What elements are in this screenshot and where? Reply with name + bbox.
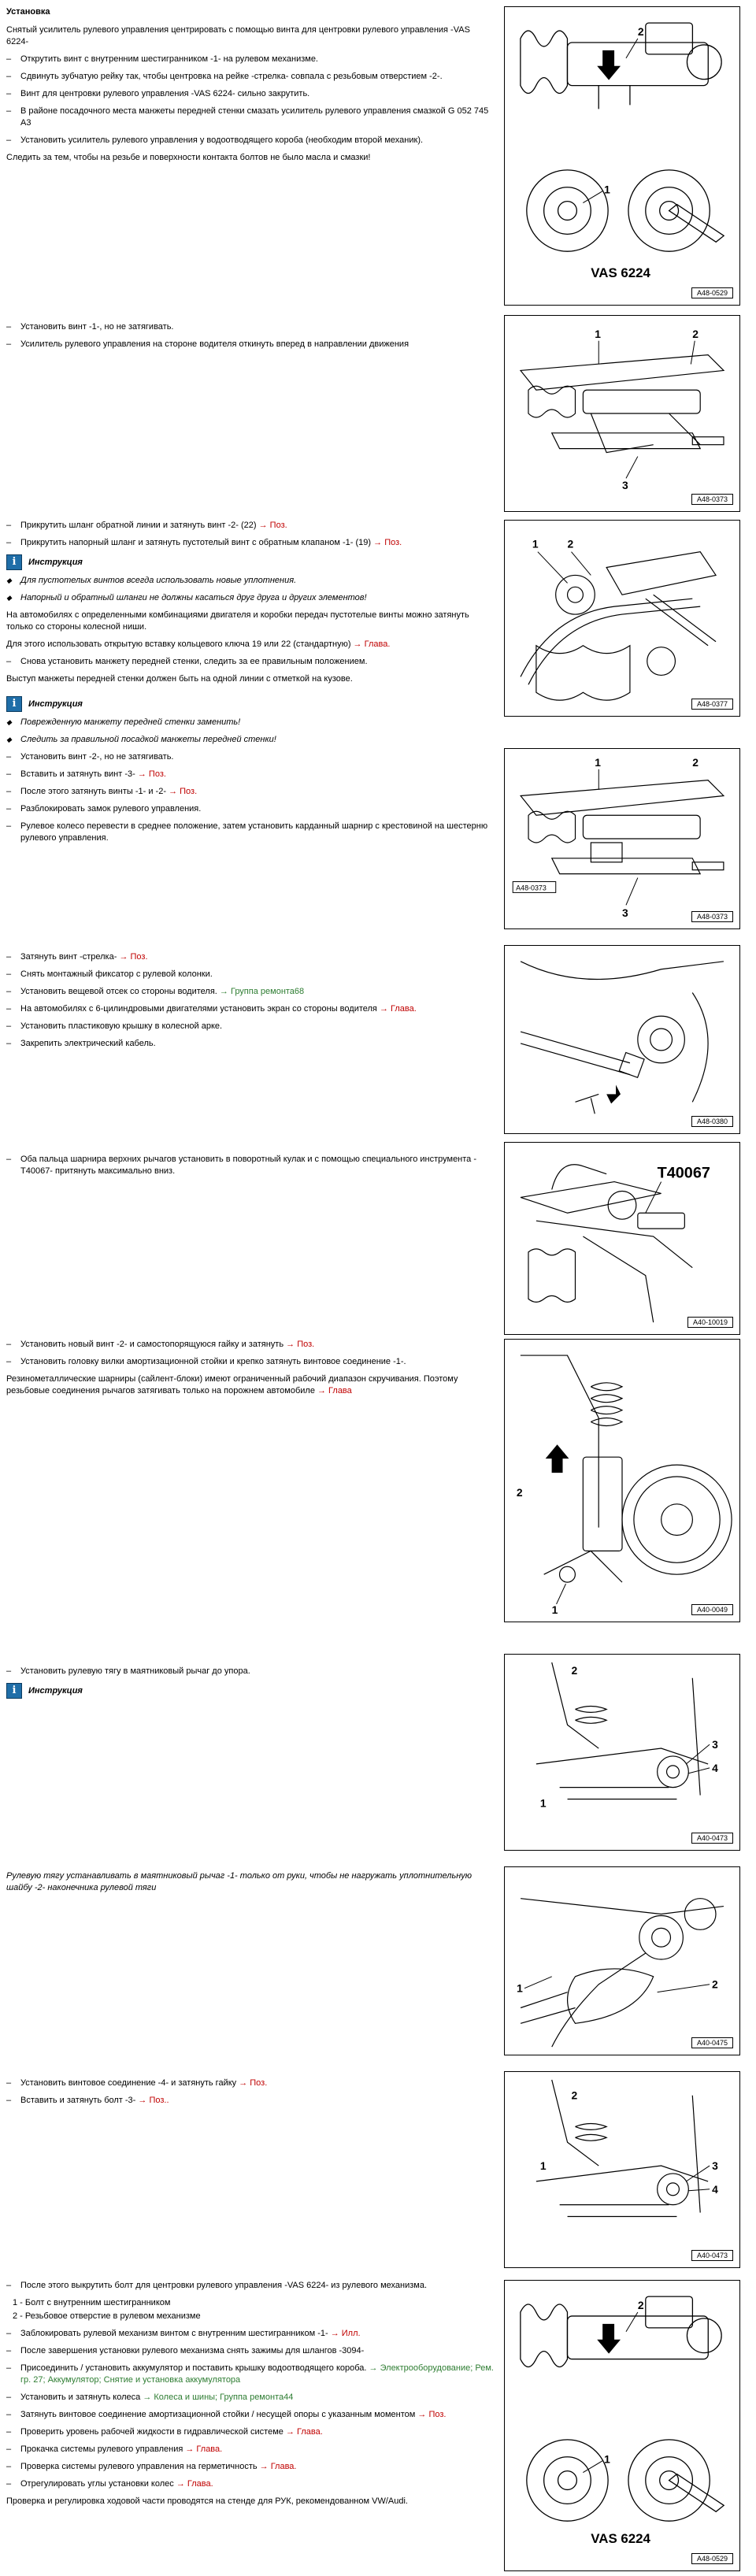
wheels-link[interactable]: → Колеса и шины; Группа ремонта44 (143, 2393, 294, 2402)
list-item: – Установить и затянуть колеса → Колеса и шины; Группа ремонта44 (6, 2393, 294, 2402)
svg-text:1: 1 (517, 1981, 523, 1995)
list-item: – Вставить и затянуть болт -3- → Поз.. (6, 2096, 169, 2105)
paragraph: Для этого использовать открытую вставку кольцевого ключа 19 или 22 (стандартную) → Глава. (6, 639, 391, 649)
bullet-item: ◆ Следить за правильной посадкой манжеты передней стенки! (6, 735, 276, 744)
chapter-link[interactable]: → Глава. (259, 2462, 297, 2471)
svg-text:2: 2 (692, 327, 699, 340)
list-item: – Проверка системы рулевого управления на герметичность → Глава. (6, 2462, 297, 2471)
steering-gear-mount-illustration (505, 749, 739, 928)
svg-text:1: 1 (539, 2159, 547, 2172)
figure-tag: A40-10019 (687, 1317, 733, 1328)
figure-a48-0377 (504, 520, 740, 717)
list-item: – После завершения установки рулевого механизма снять зажимы для шлангов -3094- (6, 2346, 365, 2355)
illustration-link[interactable]: → Илл. (330, 2329, 361, 2338)
list-item: – Установить винтовое соединение -4- и затянуть гайку → Поз. (6, 2078, 268, 2088)
list-item: – Винт для центровки рулевого управления -VAS 6224- сильно закрутить. (6, 89, 310, 98)
svg-text:3: 3 (622, 479, 628, 492)
section-7-text (6, 1339, 495, 1403)
list-item: – После этого затянуть винты -1- и -2- → Поз. (6, 787, 198, 796)
list-item: – Открутить винт с внутренним шестигранником -1- на рулевом механизме. (6, 54, 318, 64)
svg-text:4: 4 (712, 1761, 718, 1774)
svg-text:2: 2 (571, 2089, 578, 2102)
pos-link[interactable]: → Поз. (258, 521, 287, 530)
list-item: – Закрепить электрический кабель. (6, 1039, 156, 1048)
section-4-text (6, 693, 495, 850)
svg-text:1: 1 (595, 327, 601, 340)
pos-link[interactable]: → Поз. (119, 952, 148, 962)
list-item: – В районе посадочного места манжеты передней стенки смазать усилитель рулевого управления смазкой G 052 745 A3 (6, 106, 489, 128)
legend-item: 1 - Болт с внутренним шестигранником (13, 2298, 171, 2307)
list-item: – Оба пальца шарнира верхних рычагов установить в поворотный кулак и с помощью специального инструмента -T40067- притянуть максимально вниз. (6, 1155, 477, 1176)
figure-a48-0529-b (504, 2280, 740, 2571)
list-item: – Затянуть винт -стрелка- → Поз. (6, 952, 148, 962)
steering-centering-illustration (505, 7, 739, 305)
figure-tag: A40-0475 (691, 2037, 733, 2048)
paragraph: Рулевую тягу устанавливать в маятниковый рычаг -1- только от руки, чтобы не нагружать уплотнительную шайбу -2- наконечника рулевой тяги (6, 1871, 472, 1892)
list-item: – Прикрутить напорный шланг и затянуть пустотелый винт с обратным клапаном -1- (19) → Поз. (6, 538, 402, 547)
svg-text:2: 2 (712, 1977, 718, 1991)
control-arm-tool-illustration (505, 1143, 739, 1334)
page-heading: Установка (6, 7, 50, 17)
figure-tag: A48-0377 (691, 699, 733, 710)
pos-link[interactable]: → Поз. (417, 2410, 447, 2419)
pos-link[interactable]: → Поз. (169, 787, 198, 796)
list-item: – Установить усилитель рулевого управления у водоотводящего короба (необходим второй механик). (6, 135, 424, 145)
svg-text:2: 2 (571, 1663, 578, 1677)
section-3-text (6, 520, 495, 691)
chapter-link[interactable]: → Глава (317, 1386, 352, 1395)
list-item: – Прокачка системы рулевого управления → Глава. (6, 2444, 223, 2454)
section-10-text (6, 2077, 495, 2112)
svg-text:2: 2 (637, 25, 644, 39)
info-icon: i (6, 696, 22, 712)
strut-fork-illustration (505, 1340, 739, 1622)
pos-link[interactable]: → Поз. (286, 1340, 315, 1349)
figure-tag: A48-0529 (691, 287, 733, 298)
figure-a40-0473 (504, 1654, 740, 1851)
svg-text:1: 1 (604, 2452, 610, 2466)
paragraph: Проверка и регулировка ходовой части проводятся на стенде для РУК, рекомендованном VW/Audi. (6, 2496, 408, 2506)
instruction-note: i Инструкция (6, 1683, 495, 1699)
tie-rod-nut-illustration (505, 2072, 739, 2267)
figure-tag: A48-0373 (691, 494, 733, 505)
figure-a40-0473-b (504, 2071, 740, 2268)
figure-tag: A48-0529 (691, 2553, 733, 2564)
repair-group-link[interactable]: → Группа ремонта68 (219, 987, 305, 996)
svg-text:2: 2 (516, 1485, 523, 1499)
steering-centering-removal-illustration (505, 2281, 739, 2570)
list-item: – Присоединить / установить аккумулятор и поставить крышку водоотводящего короба. → Электрооборудование; Рем. гр. 27; Аккумулятор; Снятие и установка аккумулятора (6, 2363, 494, 2385)
section-2-text (6, 321, 495, 356)
figure-a40-10019 (504, 1142, 740, 1335)
svg-text:2: 2 (637, 2298, 644, 2311)
svg-text:T40067: T40067 (657, 1164, 710, 1182)
list-item: – Установить вещевой отсек со стороны водителя. → Группа ремонта68 (6, 987, 305, 996)
section-9-text (6, 1870, 495, 1900)
svg-text:VAS 6224: VAS 6224 (591, 265, 650, 280)
intro-paragraph: Снятый усилитель рулевого управления центрировать с помощью винта для центровки рулевого управления -VAS 6224- (6, 25, 470, 46)
figure-tag: A40-0049 (691, 1604, 733, 1615)
figure-a48-0373 (504, 315, 740, 512)
list-item: – Затянуть винтовое соединение амортизационной стойки / несущей опоры с указанным моментом → Поз. (6, 2410, 447, 2419)
chapter-link[interactable]: → Глава. (176, 2479, 213, 2489)
svg-text:1: 1 (532, 537, 539, 550)
svg-text:VAS 6224: VAS 6224 (591, 2531, 650, 2546)
outro-paragraph: Следить за тем, чтобы на резьбе и поверхности контакта болтов не было масла и смазки! (6, 153, 371, 162)
electrical-link[interactable]: → Электрооборудование; Рем. гр. 27; Аккумулятор; Снятие и установка аккумулятора (20, 2363, 494, 2385)
steering-gear-bolts-illustration (505, 316, 739, 511)
pos-link[interactable]: → Поз. (373, 538, 402, 547)
section-1-text (6, 6, 495, 169)
list-item: – После этого выкрутить болт для центровки рулевого управления -VAS 6224- из рулевого механизма. (6, 2281, 428, 2290)
list-item: – Отрегулировать углы установки колес → Глава. (6, 2479, 213, 2489)
list-item: – Установить новый винт -2- и самостопорящуюся гайку и затянуть → Поз. (6, 1340, 315, 1349)
figure-tag: A40-0473 (691, 2250, 733, 2261)
list-item: – Установить винт -2-, но не затягивать. (6, 752, 174, 762)
instruction-note: i Инструкция (6, 554, 495, 570)
list-item: – Усилитель рулевого управления на стороне водителя откинуть вперед в направлении движения (6, 339, 410, 349)
steering-column-joint-illustration (505, 946, 739, 1133)
figure-a40-0475 (504, 1866, 740, 2055)
list-item: – Вставить и затянуть винт -3- → Поз. (6, 769, 166, 779)
svg-text:A48-0373: A48-0373 (516, 884, 547, 892)
pos-link[interactable]: → Поз.. (138, 2096, 169, 2105)
svg-text:1: 1 (551, 1603, 558, 1616)
figure-a40-0049 (504, 1339, 740, 1622)
list-item: – Установить пластиковую крышку в колесной арке. (6, 1021, 223, 1031)
pos-link[interactable]: → Поз. (137, 769, 166, 779)
section-6-text (6, 1154, 495, 1183)
figure-a48-0529 (504, 6, 740, 306)
section-5-text (6, 951, 495, 1055)
tie-rod-illustration (505, 1655, 739, 1850)
figure-tag: A48-0380 (691, 1116, 733, 1127)
info-icon: i (6, 554, 22, 570)
info-icon: i (6, 1683, 22, 1699)
instruction-note: i Инструкция (6, 696, 495, 712)
list-item: – Рулевое колесо перевести в среднее положение, затем установить карданный шарнир с крестовиной на шестерню рулевого управления. (6, 821, 488, 843)
svg-text:4: 4 (712, 2182, 718, 2196)
chapter-link[interactable]: → Глава. (185, 2444, 223, 2454)
list-item: – Установить винт -1-, но не затягивать. (6, 322, 174, 332)
chapter-link[interactable]: → Глава. (353, 639, 391, 649)
paragraph: На автомобилях с определенными комбинациями двигателя и коробки передач пустотелые винты можно затянуть только со стороны колесной ниши. (6, 610, 469, 632)
svg-text:3: 3 (622, 906, 628, 920)
pos-link[interactable]: → Поз. (239, 2078, 268, 2088)
paragraph: Выступ манжеты передней стенки должен быть на одной линии с отметкой на кузове. (6, 674, 353, 684)
bullet-item: ◆ Для пустотелых винтов всегда использовать новые уплотнения. (6, 576, 297, 585)
chapter-link[interactable]: → Глава. (285, 2427, 323, 2437)
svg-text:1: 1 (539, 1796, 547, 1810)
svg-text:2: 2 (692, 755, 699, 769)
list-item: – Проверить уровень рабочей жидкости в гидравлической системе → Глава. (6, 2427, 323, 2437)
bullet-item: ◆ Напорный и обратный шланги не должны касаться друг друга и других элементов! (6, 593, 367, 602)
svg-text:1: 1 (595, 755, 602, 769)
list-item: – Разблокировать замок рулевого управления. (6, 804, 202, 814)
section-8-text (6, 1666, 495, 1703)
list-item: – Прикрутить шланг обратной линии и затянуть винт -2- (22) → Поз. (6, 521, 287, 530)
chapter-link[interactable]: → Глава. (379, 1004, 417, 1014)
legend-item: 2 - Резьбовое отверстие в рулевом механизме (13, 2311, 201, 2321)
figure-tag: A40-0473 (691, 1833, 733, 1844)
list-item: – Заблокировать рулевой механизм винтом с внутренним шестигранником -1- → Илл. (6, 2329, 361, 2338)
list-item: – На автомобилях с 6-цилиндровыми двигателями установить экран со стороны водителя → Глава. (6, 1004, 417, 1014)
hose-connection-illustration (505, 521, 739, 716)
svg-text:2: 2 (567, 537, 574, 550)
list-item: – Сдвинуть зубчатую рейку так, чтобы центровка на рейке -стрелка- совпала с резьбовым отверстием -2-. (6, 72, 443, 81)
list-item: – Установить рулевую тягу в маятниковый рычаг до упора. (6, 1666, 250, 1676)
list-item: – Снять монтажный фиксатор с рулевой колонки. (6, 969, 213, 979)
figure-tag: A48-0373 (691, 911, 733, 922)
svg-text:1: 1 (604, 183, 610, 196)
list-item: – Снова установить манжету передней стенки, следить за ее правильным положением. (6, 657, 368, 666)
figure-a48-0373-b (504, 748, 740, 929)
list-item: – Установить головку вилки амортизационной стойки и крепко затянуть винтовое соединение -1-. (6, 1357, 406, 1366)
bullet-item: ◆ Поврежденную манжету передней стенки заменить! (6, 717, 241, 727)
section-11-text (6, 2280, 495, 2513)
svg-text:3: 3 (712, 1738, 718, 1751)
svg-text:3: 3 (712, 2159, 718, 2172)
figure-a48-0380 (504, 945, 740, 1134)
paragraph: Резинометаллические шарниры (сайлент-блоки) имеют ограниченный рабочий диапазон скручивания. Поэтому резьбовые соединения рычагов затягивать только на порожнем автомобиле → Глава (6, 1374, 458, 1395)
tie-rod-seal-illustration (505, 1867, 739, 2055)
